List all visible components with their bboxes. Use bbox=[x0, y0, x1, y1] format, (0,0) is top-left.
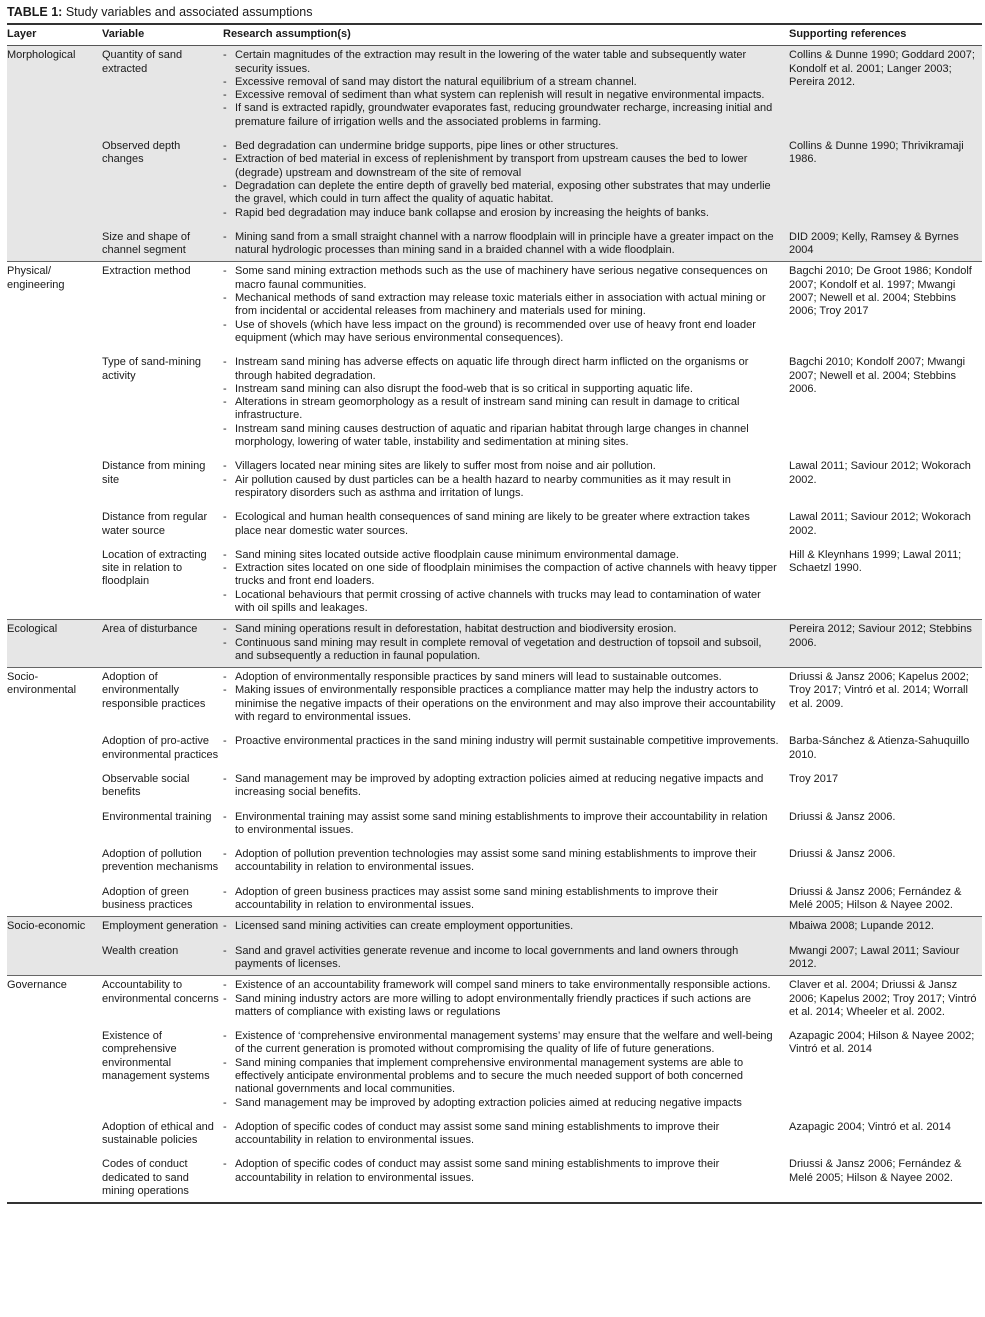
layer-cell bbox=[7, 732, 102, 770]
layer-name: Governance bbox=[7, 979, 67, 992]
references-cell: Driussi & Jansz 2006. bbox=[789, 810, 896, 823]
assumptions-list bbox=[223, 1121, 779, 1148]
references-cell: Mwangi 2007; Lawal 2011; Saviour 2012. bbox=[789, 942, 982, 976]
variable-cell: Distance from mining site bbox=[102, 460, 206, 486]
table-row bbox=[7, 353, 982, 457]
layer-group bbox=[7, 262, 982, 620]
references-cell: Bagchi 2010; Kondolf 2007; Mwangi 2007; Newell et al. 2004; Stebbins 2006. bbox=[789, 356, 966, 395]
assumptions-cell bbox=[223, 732, 789, 770]
assumption-item: - Making issues of environmentally responsible practices a compliance matter may help the industry actors to minimise the negative impacts of their operations on the environment and may also improve their accountability with regard to environmental issues. bbox=[223, 684, 779, 724]
assumptions-cell bbox=[223, 883, 789, 917]
layer-cell bbox=[7, 883, 102, 917]
layer-group bbox=[7, 46, 982, 262]
assumption-item: - Sand management may be improved by adopting extraction policies aimed at reducing negative impacts and increasing social benefits. bbox=[223, 773, 779, 800]
table-row bbox=[7, 942, 982, 976]
assumptions-cell bbox=[223, 668, 789, 733]
table-row bbox=[7, 262, 982, 353]
table-caption-label: TABLE 1: bbox=[7, 5, 63, 19]
variable-cell: Adoption of ethical and sustainable policies bbox=[102, 1120, 214, 1147]
header-research-assumptions: Research assumption(s) bbox=[223, 24, 789, 46]
assumption-item: - Adoption of pollution prevention technologies may assist some sand mining establishments to improve their accountability in relation to environmental issues. bbox=[223, 848, 779, 875]
layer-cell bbox=[7, 546, 102, 620]
layer-cell bbox=[7, 1155, 102, 1203]
assumptions-cell bbox=[223, 508, 789, 546]
study-variables-table bbox=[7, 23, 982, 1204]
assumptions-cell bbox=[223, 1027, 789, 1118]
assumption-item: - Continuous sand mining may result in complete removal of vegetation and destruction of topsoil and subsoil, and subsequently a reduction in faunal population. bbox=[223, 637, 779, 664]
table-caption bbox=[7, 5, 312, 20]
layer-cell bbox=[7, 917, 102, 942]
table-row bbox=[7, 845, 982, 883]
assumptions-list bbox=[223, 671, 779, 724]
assumption-item: - Adoption of specific codes of conduct may assist some sand mining establishments to improve their accountability in relation to environmental issues. bbox=[223, 1121, 779, 1148]
layer-name: Morphological bbox=[7, 49, 76, 62]
table-row bbox=[7, 546, 982, 620]
variable-cell: Adoption of pro-active environmental practices bbox=[102, 735, 219, 761]
assumption-item: - Certain magnitudes of the extraction may result in the lowering of the water table and subsequently water security issues. bbox=[223, 49, 779, 76]
assumption-item: - Existence of ‘comprehensive environmental management systems’ may ensure that the welfare and well-being of the current generation is promoted without compromising the quality of life of future generations. bbox=[223, 1030, 779, 1057]
layer-cell bbox=[7, 1027, 102, 1118]
references-cell: Bagchi 2010; De Groot 1986; Kondolf 2007; Kondolf et al. 1997; Mwangi 2007; Newell et al. 2004; Stebbins 2006; Troy 2017 bbox=[789, 262, 982, 353]
references-cell: Lawal 2011; Saviour 2012; Wokorach 2002. bbox=[789, 460, 971, 486]
assumptions-list bbox=[223, 848, 779, 875]
layer-group bbox=[7, 668, 982, 917]
table-row bbox=[7, 620, 982, 668]
assumptions-cell bbox=[223, 620, 789, 668]
assumptions-cell bbox=[223, 457, 789, 508]
assumption-item: - Rapid bed degradation may induce bank collapse and erosion by increasing the heights of banks. bbox=[223, 207, 779, 220]
assumptions-list bbox=[223, 886, 779, 913]
layer-cell bbox=[7, 137, 102, 228]
assumptions-cell bbox=[223, 228, 789, 262]
assumptions-list bbox=[223, 265, 779, 345]
layer-name: Socio-economic bbox=[7, 920, 86, 933]
assumptions-cell bbox=[223, 46, 789, 137]
assumptions-list bbox=[223, 945, 779, 972]
header-supporting-references: Supporting references bbox=[789, 24, 982, 46]
references-cell: Collins & Dunne 1990; Thrivikramaji 1986. bbox=[789, 137, 982, 228]
references-cell: Driussi & Jansz 2006; Kapelus 2002; Troy 2017; Vintró et al. 2014; Worrall et al. 2009. bbox=[789, 668, 982, 733]
assumptions-list bbox=[223, 1030, 779, 1110]
assumption-item: - Sand mining sites located outside active floodplain cause minimum environmental damage. bbox=[223, 549, 779, 562]
assumption-item: - Some sand mining extraction methods such as the use of machinery have serious negative consequences on macro faunal communities. bbox=[223, 265, 779, 292]
table-row bbox=[7, 976, 982, 1027]
references-cell: Hill & Kleynhans 1999; Lawal 2011; Schaetzl 1990. bbox=[789, 548, 962, 575]
table-row bbox=[7, 883, 982, 917]
table-row bbox=[7, 137, 982, 228]
assumptions-list bbox=[223, 140, 779, 220]
assumption-item: - Mining sand from a small straight channel with a narrow floodplain will in principle have a greater impact on the natural hydrologic processes than mining sand in a braided channel with a wide floodplain. bbox=[223, 231, 779, 258]
layer-cell bbox=[7, 942, 102, 976]
layer-group bbox=[7, 917, 982, 976]
references-cell: Driussi & Jansz 2006; Fernández & Melé 2005; Hilson & Nayee 2002. bbox=[789, 1155, 982, 1203]
assumption-item: - Sand mining industry actors are more willing to adopt environmentally friendly practices if such actions are matters of compliance with existing laws or regulations bbox=[223, 993, 779, 1020]
variable-cell: Wealth creation bbox=[102, 942, 223, 976]
variable-cell: Observed depth changes bbox=[102, 137, 223, 228]
assumption-item: - Extraction sites located on one side of floodplain minimises the compaction of active channels with heavy tipper trucks and front end loaders. bbox=[223, 562, 779, 589]
references-cell: Azapagic 2004; Hilson & Nayee 2002; Vintró et al. 2014 bbox=[789, 1030, 975, 1056]
table-row bbox=[7, 1027, 982, 1118]
assumption-item: - Adoption of specific codes of conduct may assist some sand mining establishments to improve their accountability in relation to environmental issues. bbox=[223, 1158, 779, 1185]
references-cell: Lawal 2011; Saviour 2012; Wokorach 2002. bbox=[789, 511, 971, 537]
assumptions-cell bbox=[223, 1155, 789, 1203]
assumption-item: - Licensed sand mining activities can create employment opportunities. bbox=[223, 920, 779, 933]
layer-cell bbox=[7, 808, 102, 846]
variable-cell: Environmental training bbox=[102, 810, 212, 823]
variable-cell: Employment generation bbox=[102, 917, 223, 942]
variable-cell: Distance from regular water source bbox=[102, 511, 208, 537]
assumption-item: - Adoption of green business practices may assist some sand mining establishments to improve their accountability in relation to environmental issues. bbox=[223, 886, 779, 913]
assumption-item: - Sand mining operations result in deforestation, habitat destruction and biodiversity erosion. bbox=[223, 623, 779, 636]
layer-name: Socio-environmental bbox=[7, 671, 77, 697]
layer-cell bbox=[7, 508, 102, 546]
assumptions-list bbox=[223, 773, 779, 800]
layer-cell bbox=[7, 1118, 102, 1156]
assumptions-cell bbox=[223, 137, 789, 228]
table-caption-text: Study variables and associated assumptions bbox=[65, 5, 313, 19]
assumption-item: - Bed degradation can undermine bridge supports, pipe lines or other structures. bbox=[223, 140, 779, 153]
assumptions-list bbox=[223, 549, 779, 615]
assumptions-cell bbox=[223, 770, 789, 808]
references-cell: Pereira 2012; Saviour 2012; Stebbins 2006. bbox=[789, 620, 982, 668]
table-row bbox=[7, 770, 982, 808]
assumptions-list bbox=[223, 979, 779, 1019]
variable-cell: Adoption of environmentally responsible practices bbox=[102, 668, 223, 733]
references-cell: Driussi & Jansz 2006; Fernández & Melé 2005; Hilson & Nayee 2002. bbox=[789, 885, 962, 912]
table-row bbox=[7, 228, 982, 262]
layer-cell bbox=[7, 353, 102, 457]
assumption-item: - Mechanical methods of sand extraction may release toxic materials either in association with actual mining or from incidental or accidental releases from machinery and materials used for mining. bbox=[223, 292, 779, 319]
variable-cell: Existence of comprehensive environmental management systems bbox=[102, 1030, 210, 1082]
assumption-item: - Air pollution caused by dust particles can be a health hazard to nearby communities as it may result in respiratory disorders such as asthma and irritation of lungs. bbox=[223, 474, 779, 501]
layer-cell bbox=[7, 770, 102, 808]
variable-cell: Extraction method bbox=[102, 262, 223, 353]
variable-cell: Location of extracting site in relation to floodplain bbox=[102, 548, 207, 588]
header-variable: Variable bbox=[102, 24, 223, 46]
layer-cell bbox=[7, 845, 102, 883]
layer-cell bbox=[7, 668, 102, 733]
layer-cell bbox=[7, 228, 102, 262]
assumption-item: - Instream sand mining has adverse effects on aquatic life through direct harm inflicted on the organisms or through habited degradation. bbox=[223, 356, 779, 383]
layer-name: Physical/ engineering bbox=[7, 265, 65, 291]
layer-group bbox=[7, 620, 982, 668]
assumptions-list bbox=[223, 623, 779, 663]
references-cell: Azapagic 2004; Vintró et al. 2014 bbox=[789, 1120, 951, 1133]
references-cell: Collins & Dunne 1990; Goddard 2007; Kondolf et al. 2001; Langer 2003; Pereira 2012. bbox=[789, 46, 982, 137]
assumptions-cell bbox=[223, 942, 789, 976]
references-cell: DID 2009; Kelly, Ramsey & Byrnes 2004 bbox=[789, 228, 982, 262]
table-row bbox=[7, 46, 982, 137]
assumption-item: - Adoption of environmentally responsible practices by sand miners will lead to sustainable outcomes. bbox=[223, 671, 779, 684]
assumption-item: - Sand mining companies that implement comprehensive environmental management systems are able to effectively anticipate environmental problems and to secure the much needed support of both concerned national governments and local communities. bbox=[223, 1057, 779, 1097]
table-row bbox=[7, 1155, 982, 1203]
assumptions-list bbox=[223, 460, 779, 500]
assumptions-list bbox=[223, 920, 779, 933]
table-row bbox=[7, 808, 982, 846]
layer-group bbox=[7, 976, 982, 1204]
variable-cell: Codes of conduct dedicated to sand mining operations bbox=[102, 1155, 223, 1203]
assumptions-list bbox=[223, 811, 779, 838]
references-cell: Troy 2017 bbox=[789, 772, 839, 785]
assumption-item: - Use of shovels (which have less impact on the ground) is recommended over use of heavy front end loader equipment (which may have serious environmental consequences). bbox=[223, 319, 779, 346]
assumption-item: - Instream sand mining can also disrupt the food-web that is so critical in supporting aquatic life. bbox=[223, 383, 779, 396]
header-layer: Layer bbox=[7, 24, 102, 46]
table-row bbox=[7, 1118, 982, 1156]
assumptions-cell bbox=[223, 353, 789, 457]
assumption-item: - Sand management may be improved by adopting extraction policies aimed at reducing negative impacts bbox=[223, 1097, 779, 1110]
table-row bbox=[7, 668, 982, 733]
layer-cell bbox=[7, 976, 102, 1027]
variable-cell: Accountability to environmental concerns bbox=[102, 976, 223, 1027]
assumption-item: - Existence of an accountability framework will compel sand miners to take environmentally responsible actions. bbox=[223, 979, 779, 992]
assumption-item: - Extraction of bed material in excess of replenishment by transport from upstream causes the bed to lower (degrade) upstream and downstream of the site of removal bbox=[223, 153, 779, 180]
variable-cell: Quantity of sand extracted bbox=[102, 46, 223, 137]
variable-cell: Area of disturbance bbox=[102, 620, 223, 668]
assumption-item: - Environmental training may assist some sand mining establishments to improve their accountability in relation to environmental issues. bbox=[223, 811, 779, 838]
assumptions-cell bbox=[223, 546, 789, 620]
references-cell: Mbaiwa 2008; Lupande 2012. bbox=[789, 917, 982, 942]
variable-cell: Type of sand-mining activity bbox=[102, 356, 202, 382]
assumption-item: - Instream sand mining causes destruction of aquatic and riparian habitat through large changes in channel morphology, lowering of water table, instability and sedimentation at mining sites. bbox=[223, 423, 779, 450]
assumptions-list bbox=[223, 1158, 779, 1185]
assumptions-list bbox=[223, 356, 779, 449]
variable-cell: Adoption of pollution prevention mechanisms bbox=[102, 848, 219, 874]
layer-cell bbox=[7, 620, 102, 668]
layer-cell bbox=[7, 262, 102, 353]
layer-name: Ecological bbox=[7, 623, 58, 636]
assumption-item: - Ecological and human health consequences of sand mining are likely to be greater where extraction takes place near domestic water sources. bbox=[223, 511, 779, 538]
references-cell: Driussi & Jansz 2006. bbox=[789, 848, 896, 861]
assumptions-cell bbox=[223, 976, 789, 1027]
assumption-item: - If sand is extracted rapidly, groundwater evaporates fast, reducing groundwater recharge, increasing initial and premature failure of irrigation wells and the associated problems in farming. bbox=[223, 102, 779, 129]
assumption-item: - Alterations in stream geomorphology as a result of instream sand mining can result in damage to critical infrastructure. bbox=[223, 396, 779, 423]
assumptions-list bbox=[223, 49, 779, 129]
assumption-item: - Degradation can deplete the entire depth of gravelly bed material, exposing other substrates that may underlie the gravel, which could in turn affect the quality of aquatic habitat. bbox=[223, 180, 779, 207]
assumption-item: - Villagers located near mining sites are likely to suffer most from noise and air pollution. bbox=[223, 460, 779, 473]
table-header bbox=[7, 24, 982, 46]
variable-cell: Observable social benefits bbox=[102, 772, 190, 799]
table-row bbox=[7, 457, 982, 508]
assumption-item: - Excessive removal of sand may distort the natural equilibrium of a stream channel. bbox=[223, 76, 779, 89]
assumptions-cell bbox=[223, 845, 789, 883]
assumption-item: - Proactive environmental practices in the sand mining industry will permit sustainable competitive improvements. bbox=[223, 735, 779, 748]
table-row bbox=[7, 508, 982, 546]
references-cell: Claver et al. 2004; Driussi & Jansz 2006; Kapelus 2002; Troy 2017; Vintró et al. 2014; Wheeler et al. 2002. bbox=[789, 976, 982, 1027]
references-cell: Barba-Sánchez & Atienza-Sahuquillo 2010. bbox=[789, 735, 970, 761]
assumptions-list bbox=[223, 231, 779, 258]
assumption-item: - Excessive removal of sediment than what system can replenish will result in negative environmental impacts. bbox=[223, 89, 779, 102]
layer-cell bbox=[7, 46, 102, 137]
assumptions-cell bbox=[223, 917, 789, 942]
assumptions-cell bbox=[223, 262, 789, 353]
variable-cell: Adoption of green business practices bbox=[102, 885, 193, 912]
layer-cell bbox=[7, 457, 102, 508]
assumptions-list bbox=[223, 735, 779, 748]
table-row bbox=[7, 732, 982, 770]
assumption-item: - Sand and gravel activities generate revenue and income to local governments and land owners through payments of licenses. bbox=[223, 945, 779, 972]
assumption-item: - Locational behaviours that permit crossing of active channels with trucks may lead to contamination of water with oil spills and leakages. bbox=[223, 589, 779, 616]
assumptions-cell bbox=[223, 1118, 789, 1156]
variable-cell: Size and shape of channel segment bbox=[102, 228, 223, 262]
assumptions-cell bbox=[223, 808, 789, 846]
assumptions-list bbox=[223, 511, 779, 538]
table-row bbox=[7, 917, 982, 942]
